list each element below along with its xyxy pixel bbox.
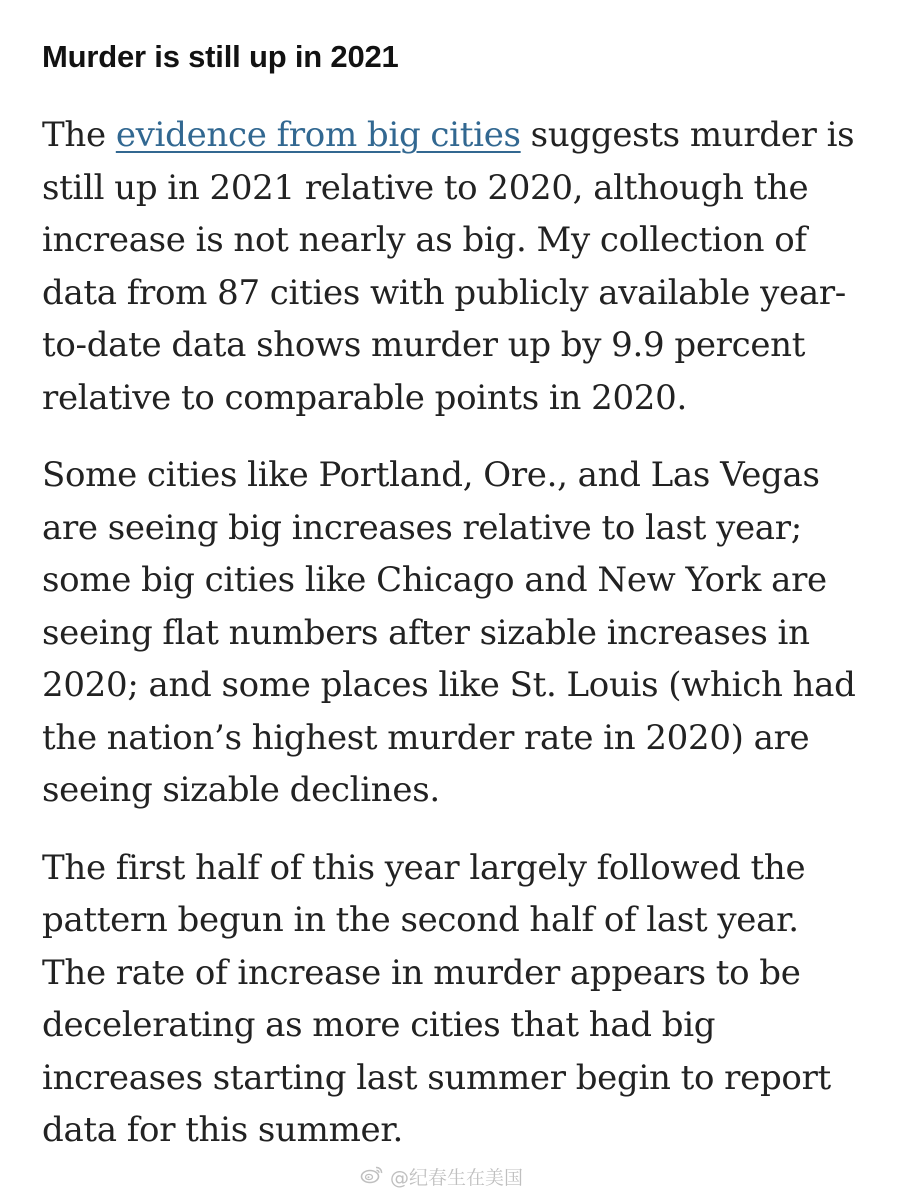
- text-line: still up in 2021 relative to 2020, although the: [42, 167, 809, 208]
- text-line: The rate of increase in murder appears to be: [42, 952, 801, 993]
- text-line: seeing flat numbers after sizable increases in: [42, 612, 810, 653]
- weibo-icon: [360, 1164, 384, 1189]
- text-line: 2020; and some places like St. Louis (which had: [42, 665, 856, 705]
- text-line: are seeing big increases relative to last year;: [42, 507, 802, 548]
- watermark: [360, 1163, 523, 1190]
- text-line: relative to comparable points in 2020.: [42, 377, 687, 418]
- text-line: data for this summer.: [42, 1110, 404, 1150]
- article: [42, 30, 862, 1182]
- text-line: some big cities like Chicago and New York are: [42, 560, 827, 600]
- text-segment: suggests murder is: [520, 115, 855, 155]
- text-line: pattern begun in the second half of last year.: [42, 900, 799, 940]
- paragraph-3: [42, 842, 862, 1157]
- text-line: to-date data shows murder up by 9.9 percent: [42, 325, 806, 365]
- text-line: Some cities like Portland, Ore., and Las Vegas: [42, 455, 820, 495]
- text-line: decelerating as more cities that had big: [42, 1005, 716, 1045]
- text-line: increases starting last summer begin to report: [42, 1057, 831, 1098]
- paragraph-1: [42, 109, 862, 424]
- text-line: seeing sizable declines.: [42, 770, 440, 810]
- text-segment: The: [42, 115, 116, 155]
- text-line: The first half of this year largely followed the: [42, 847, 806, 888]
- evidence-link[interactable]: evidence from big cities: [115, 115, 521, 155]
- section-heading: Murder is still up in 2021: [42, 39, 399, 74]
- text-line: [42, 109, 862, 162]
- text-line: data from 87 cities with publicly available year-: [42, 272, 846, 313]
- text-line: increase is not nearly as big. My collection of: [42, 220, 807, 260]
- text-line: the nation’s highest murder rate in 2020) are: [42, 717, 810, 758]
- paragraph-2: [42, 449, 862, 817]
- watermark-text: @纪春生在美国: [390, 1167, 524, 1189]
